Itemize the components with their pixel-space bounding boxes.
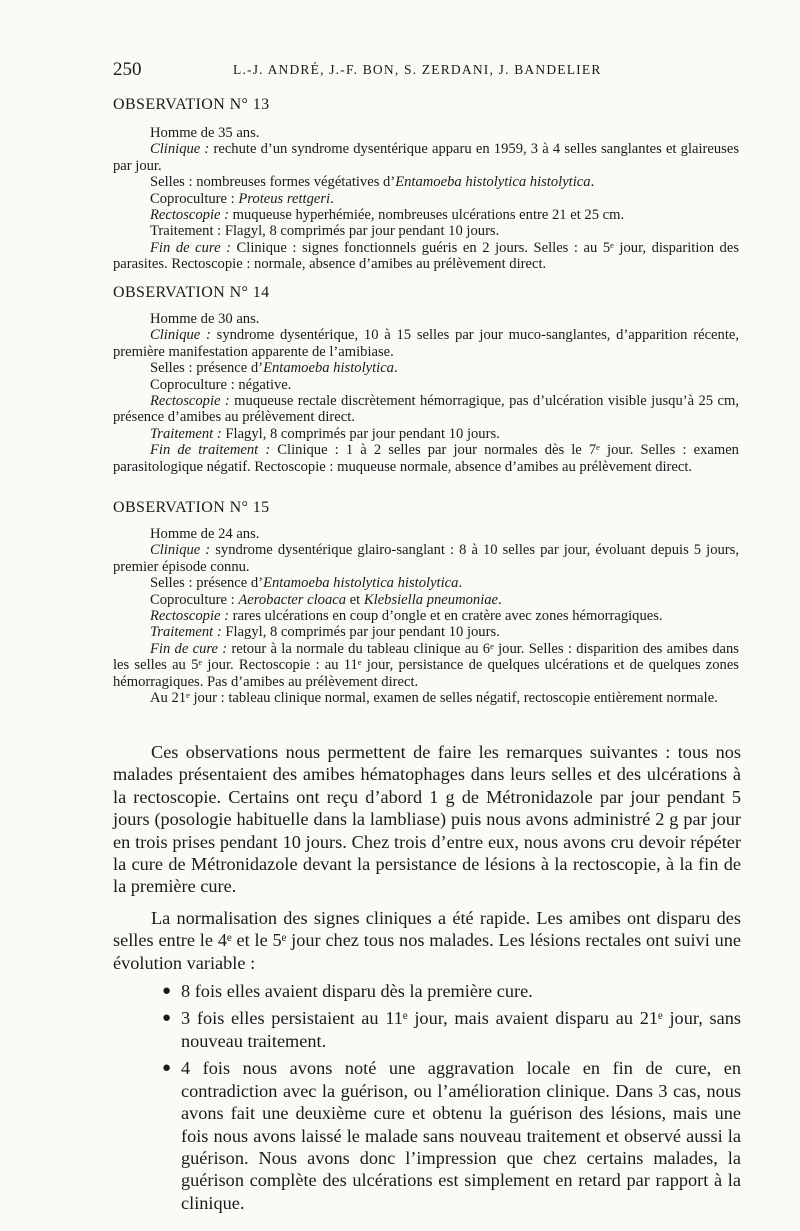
observation-13-body: [113, 125, 739, 273]
obs14-selles: Selles : présence d’Entamoeba histolytica.: [150, 360, 398, 377]
observation-15-title: OBSERVATION N° 15: [113, 499, 270, 516]
list-item: ● 8 fois elles avaient disparu dès la première cure.: [162, 981, 533, 1002]
list-item: ● 4 fois nous avons noté une aggravation locale en fin de cure, en contradiction avec la guérison, ou l’amélioration clinique. Dans 3 cas, nous avons fait une deuxième cure et obtenu la guérison des lésions, mais une fois nous avons laissé le malade sans nouveau traitement et observé aussi la guérison. Nous avons donc l’impression que chez certains malades, la guérison complète des ulcérations est simplement en retard par rapport à la clinique.: [162, 1058, 741, 1213]
discussion-paragraph-1: Ces observations nous permettent de faire les remarques suivantes : tous nos malades présentaient des amibes hématophages dans leurs selles et des ulcérations à la rectoscopie. Certains ont reçu d’abord 1 g de Métronidazole par jour pendant 5 jours (posologie habituelle dans la lambliase) puis nous avons administré 2 g par jour en trois prises pendant 10 jours. Chez trois d’entre eux, nous avons cru devoir répéter la cure de Métronidazole devant la persistance de lésions à la rectoscopie, à la fin de la première cure.: [113, 742, 741, 897]
obs13-patient: Homme de 35 ans.: [150, 125, 260, 141]
obs13-rectoscopie: Rectoscopie : muqueuse hyperhémiée, nombreuses ulcérations entre 21 et 25 cm.: [150, 207, 625, 224]
page-number: 250: [113, 59, 142, 80]
obs14-patient: Homme de 30 ans.: [150, 311, 260, 327]
obs14-coproculture: Coproculture : négative.: [150, 376, 292, 393]
obs13-traitement: Traitement : Flagyl, 8 comprimés par jour pendant 10 jours.: [150, 223, 500, 240]
obs15-rectoscopie: Rectoscopie : rares ulcérations en coup d’ongle et en cratère avec zones hémorragiques.: [150, 608, 663, 625]
observation-14-title: OBSERVATION N° 14: [113, 284, 270, 301]
running-header: [113, 59, 741, 83]
obs15-selles: Selles : présence d’Entamoeba histolytica histolytica.: [150, 575, 463, 592]
discussion-section: [113, 741, 741, 1214]
obs15-fin-de-cure: Fin de cure : retour à la normale du tableau clinique au 6ᵉ jour. Selles : disparition des amibes dans les selles au 5ᵉ jour. Rectoscopie : au 11ᵉ jour, persistance de quelques ulcérations et de quelques zones hémorragiques. Pas d’amibes au prélèvement direct.: [113, 640, 739, 690]
obs14-clinique: Clinique : syndrome dysentérique, 10 à 15 selles par jour muco-sanglantes, d’apparition récente, première manifestation apparente de l’amibiase.: [113, 327, 739, 360]
obs14-fin-de-traitement: Fin de traitement : Clinique : 1 à 2 selles par jour normales dès le 7ᵉ jour. Selles : examen parasitologique négatif. Rectoscopie : muqueuse normale, absence d’amibes au prélèvement direct.: [113, 442, 739, 475]
lesion-outcomes-list: [113, 980, 741, 1214]
bullet-icon: ●: [162, 983, 172, 1000]
obs13-selles: Selles : nombreuses formes végétatives d’Entamoeba histolytica histolytica.: [150, 174, 595, 191]
obs14-rectoscopie: Rectoscopie : muqueuse rectale discrètement hémorragique, pas d’ulcération visible jusqu’à 25 cm, présence d’amibes au prélèvement direct.: [113, 393, 739, 426]
obs15-jour-21: Au 21ᵉ jour : tableau clinique normal, examen de selles négatif, rectoscopie entièrement normale.: [150, 690, 718, 707]
obs15-clinique: Clinique : syndrome dysentérique glairo-sanglant : 8 à 10 selles par jour, évoluant depuis 5 jours, premier épisode connu.: [113, 542, 739, 575]
observation-13-title: OBSERVATION N° 13: [113, 96, 270, 113]
author-line: L.-J. ANDRÉ, J.-F. BON, S. ZERDANI, J. BANDELIER: [233, 62, 602, 77]
obs13-clinique: Clinique : rechute d’un syndrome dysentérique apparu en 1959, 3 à 4 selles sanglantes et glaireuses par jour.: [113, 141, 740, 174]
list-item: ● 3 fois elles persistaient au 11ᵉ jour, mais avaient disparu au 21ᵉ jour, sans nouveau traitement.: [162, 1008, 741, 1051]
discussion-paragraph-2: La normalisation des signes cliniques a été rapide. Les amibes ont disparu des selles entre le 4ᵉ et le 5ᵉ jour chez tous nos malades. Les lésions rectales ont suivi une évolution variable :: [113, 907, 741, 973]
obs15-coproculture: Coproculture : Aerobacter cloaca et Klebsiella pneumoniae.: [150, 591, 502, 608]
bullet-icon: ●: [162, 1010, 172, 1027]
obs14-traitement: Traitement : Flagyl, 8 comprimés par jour pendant 10 jours.: [150, 425, 500, 442]
obs13-fin-de-cure: Fin de cure : Clinique : signes fonctionnels guéris en 2 jours. Selles : au 5ᵉ jour, disparition des parasites. Rectoscopie : normale, absence d’amibes au prélèvement direct.: [113, 239, 739, 273]
obs13-coproculture: Coproculture : Proteus rettgeri.: [150, 190, 334, 207]
bullet-icon: ●: [162, 1060, 172, 1077]
observation-14-body: [113, 311, 739, 475]
observation-15-body: [113, 526, 739, 706]
obs15-traitement: Traitement : Flagyl, 8 comprimés par jour pendant 10 jours.: [150, 624, 500, 641]
obs15-patient: Homme de 24 ans.: [150, 526, 260, 542]
